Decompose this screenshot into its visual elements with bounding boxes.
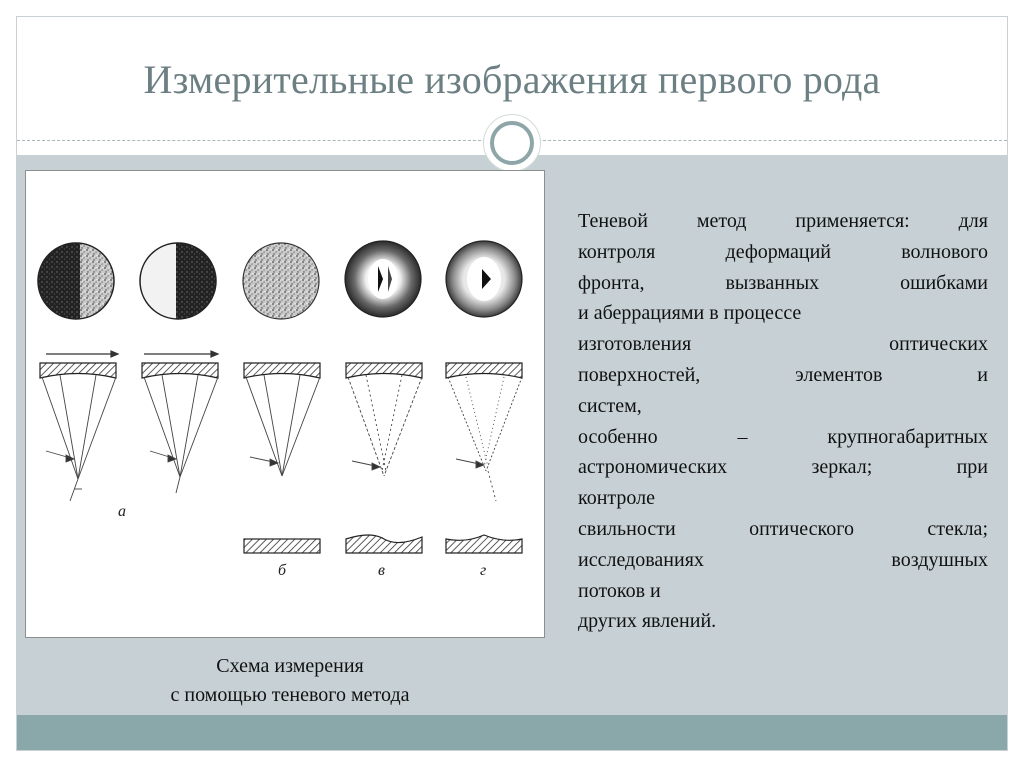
text-line: свильности оптического стекла; (578, 517, 988, 540)
direction-arrows (46, 351, 218, 357)
text-line: фронта, вызванных ошибками (578, 271, 988, 294)
text-line: изготовления оптических (578, 333, 988, 356)
text-line: и аберрациями в процессе (578, 302, 802, 325)
shadow-method-figure (25, 170, 545, 638)
text-line: астрономических зеркал; при (578, 456, 988, 479)
text-line: других явлений. (578, 610, 717, 633)
mirrors (40, 363, 522, 378)
pattern-a (38, 243, 114, 319)
text-line: систем, (578, 394, 642, 417)
text-line: поверхностей, элементов и (578, 363, 988, 386)
figure-caption (110, 652, 470, 710)
caption-line-1: Схема измерения (216, 655, 364, 677)
pattern-d (345, 241, 421, 317)
decorative-ring-icon (490, 121, 534, 165)
glass-plates (244, 535, 522, 553)
pattern-b (140, 243, 216, 319)
panel-label-b: б (278, 562, 287, 579)
caption-line-2: с помощью теневого метода (170, 684, 410, 706)
ray-cones (42, 375, 522, 501)
text-line: контроле (578, 487, 655, 510)
description-text (578, 206, 988, 637)
pattern-e (446, 241, 522, 317)
text-line: Теневой метод применяется: для (578, 210, 988, 232)
panel-label-v: в (378, 562, 385, 579)
panel-label-a: а (118, 503, 126, 520)
pattern-c (243, 243, 319, 319)
footer-band (17, 715, 1007, 750)
slide-title: Измерительные изображения первого рода (143, 57, 881, 102)
panel-label-g: г (480, 562, 487, 579)
text-line: контроля деформаций волнового (578, 240, 988, 263)
text-line: особенно – крупногабаритных (578, 425, 988, 448)
text-line: потоков и (578, 579, 661, 602)
shadow-method-diagram (26, 171, 546, 639)
text-line: исследованиях воздушных (578, 548, 988, 571)
